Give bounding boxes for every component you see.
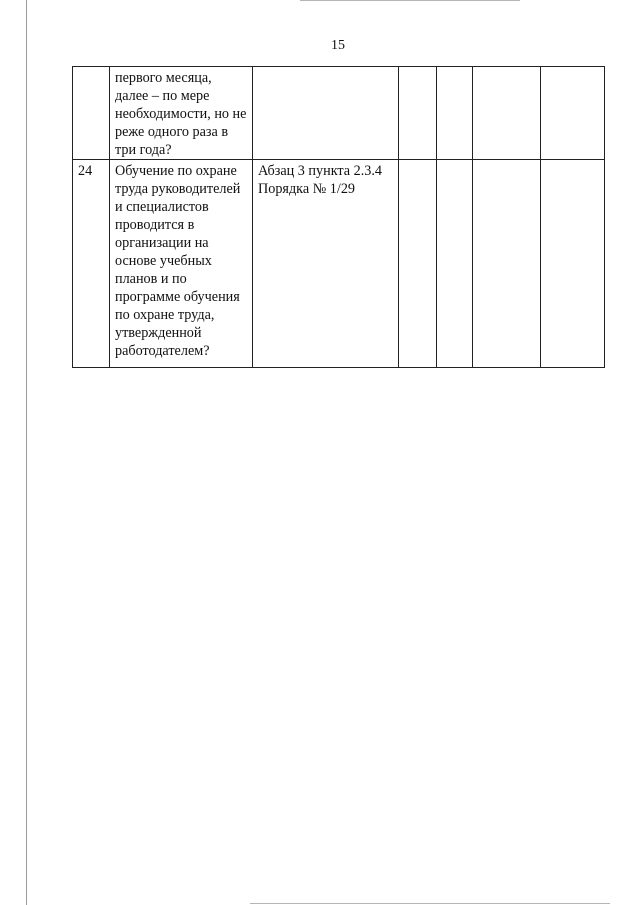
row-number-cell	[73, 67, 110, 160]
reference-cell	[253, 67, 399, 160]
question-cell: первого месяца, далее – по мере необходимости, но не реже одного раза в три года?	[110, 67, 253, 160]
page-number: 15	[331, 38, 345, 53]
answer-cell-a	[399, 160, 437, 368]
answer-cell-a	[399, 67, 437, 160]
answer-cell-c	[473, 160, 541, 368]
answer-cell-d	[541, 67, 605, 160]
scan-edge-bottom	[250, 903, 610, 904]
table-row	[73, 67, 605, 160]
row-number-cell: 24	[73, 160, 110, 368]
scan-edge-left	[26, 0, 27, 905]
answer-cell-c	[473, 67, 541, 160]
table-row	[73, 160, 605, 368]
answer-cell-d	[541, 160, 605, 368]
answer-cell-b	[437, 160, 473, 368]
answer-cell-b	[437, 67, 473, 160]
question-cell: Обучение по охране труда руководителей и специалистов проводится в организации на основе учебных планов и по программе обучения по охране труда, утвержденной работодателем?	[110, 160, 253, 368]
checklist-table	[72, 66, 605, 368]
scan-edge-top	[300, 0, 520, 1]
reference-cell: Абзац 3 пункта 2.3.4 Порядка № 1/29	[253, 160, 399, 368]
